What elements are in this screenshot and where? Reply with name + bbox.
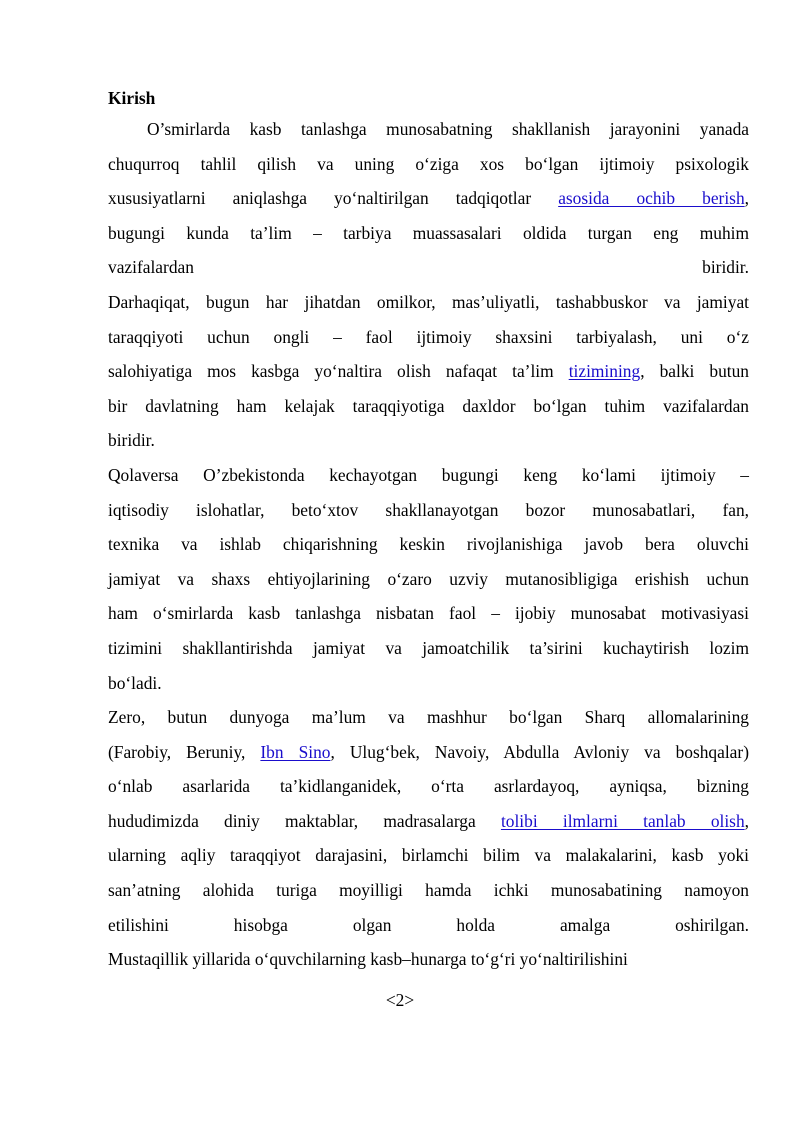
text-line <box>108 354 749 389</box>
document-page <box>108 84 749 977</box>
text-segment: , balki butun <box>640 361 749 382</box>
text-line <box>108 873 749 908</box>
text-segment: bir davlatning ham kelajak taraqqiyotiga daxldor bo‘lgan tuhim vazifalardan <box>108 395 749 416</box>
text-segment: ham o‘smirlarda kasb tanlashga nisbatan faol – ijobiy munosabat motivasiyasi <box>108 603 749 624</box>
text-line <box>108 389 749 424</box>
text-segment: biridir. <box>108 430 155 451</box>
text-segment: iqtisodiy islohatlar, beto‘xtov shakllanayotgan bozor munosabatlari, fan, <box>108 499 749 520</box>
text-line <box>108 285 749 320</box>
text-segment: chuqurroq tahlil qilish va uning o‘ziga xos bo‘lgan ijtimoiy psixologik <box>108 153 749 174</box>
text-line <box>108 804 749 839</box>
text-line <box>108 181 749 216</box>
hyperlink[interactable]: asosida ochib berish <box>558 188 745 209</box>
text-line <box>108 942 749 977</box>
hyperlink[interactable]: tizimining <box>568 361 641 382</box>
text-line <box>108 666 749 701</box>
text-line <box>108 493 749 528</box>
text-segment: , <box>744 810 750 831</box>
text-segment: O’smirlarda kasb tanlashga munosabatning shakllanish jarayonini yanada <box>147 119 749 139</box>
text-segment: vazifalardan biridir. <box>108 257 749 278</box>
body-text <box>108 112 749 977</box>
text-line <box>108 147 749 182</box>
text-segment: taraqqiyoti uchun ongli – faol ijtimoiy shaxsini tarbiyalash, uni o‘z <box>108 326 749 347</box>
text-segment: etilishini hisobga olgan holda amalga oshirilgan. <box>108 914 749 935</box>
text-line <box>108 631 749 666</box>
text-segment: tizimini shakllantirishda jamiyat va jamoatchilik ta’sirini kuchaytirish lozim <box>108 637 749 658</box>
text-segment: Mustaqillik yillarida o‘quvchilarning kasb–hunarga to‘g‘ri yo‘naltirilishini <box>108 949 628 970</box>
hyperlink[interactable]: Ibn Sino <box>260 741 331 762</box>
text-line <box>108 838 749 873</box>
text-line <box>108 562 749 597</box>
text-line <box>108 908 749 943</box>
text-line <box>108 458 749 493</box>
text-line <box>108 769 749 804</box>
text-line <box>108 700 749 735</box>
text-line <box>108 250 749 285</box>
section-heading: Kirish <box>108 88 156 108</box>
page-number: <2> <box>385 990 415 1010</box>
text-segment: salohiyatiga mos kasbga yo‘naltira olish nafaqat ta’lim <box>108 361 569 382</box>
text-segment: o‘nlab asarlarida ta’kidlanganidek, o‘rta asrlardayoq, ayniqsa, bizning <box>108 776 749 797</box>
text-line <box>108 735 749 770</box>
text-line <box>108 596 749 631</box>
text-line <box>108 216 749 251</box>
text-segment: , <box>744 188 750 209</box>
text-segment: bugungi kunda ta’lim – tarbiya muassasalari oldida turgan eng muhim <box>108 222 749 243</box>
text-segment: bo‘ladi. <box>108 672 162 693</box>
text-line <box>108 320 749 355</box>
text-segment: texnika va ishlab chiqarishning keskin rivojlanishiga javob bera oluvchi <box>108 534 749 555</box>
text-segment: (Farobiy, Beruniy, <box>108 741 261 762</box>
text-segment: xususiyatlarni aniqlashga yo‘naltirilgan tadqiqotlar <box>108 188 559 209</box>
text-segment: san’atning alohida turiga moyilligi hamda ichki munosabatining namoyon <box>108 880 749 901</box>
text-segment: ularning aqliy taraqqiyot darajasini, birlamchi bilim va malakalarini, kasb yoki <box>108 845 749 866</box>
text-line <box>108 112 749 147</box>
text-segment: Darhaqiqat, bugun har jihatdan omilkor, mas’uliyatli, tashabbuskor va jamiyat <box>108 291 749 312</box>
text-segment: Zero, butun dunyoga ma’lum va mashhur bo‘lgan Sharq allomalarining <box>108 707 749 728</box>
text-segment: jamiyat va shaxs ehtiyojlarining o‘zaro uzviy mutanosibligiga erishish uchun <box>108 568 749 589</box>
hyperlink[interactable]: tolibi ilmlarni tanlab olish <box>500 810 745 831</box>
text-segment: hududimizda diniy maktablar, madrasalarga <box>108 810 501 831</box>
text-line <box>108 423 749 458</box>
text-segment: , Ulug‘bek, Navoiy, Abdulla Avloniy va boshqalar) <box>330 741 749 762</box>
text-line <box>108 527 749 562</box>
text-segment: Qolaversa O’zbekistonda kechayotgan bugungi keng ko‘lami ijtimoiy – <box>108 464 749 485</box>
